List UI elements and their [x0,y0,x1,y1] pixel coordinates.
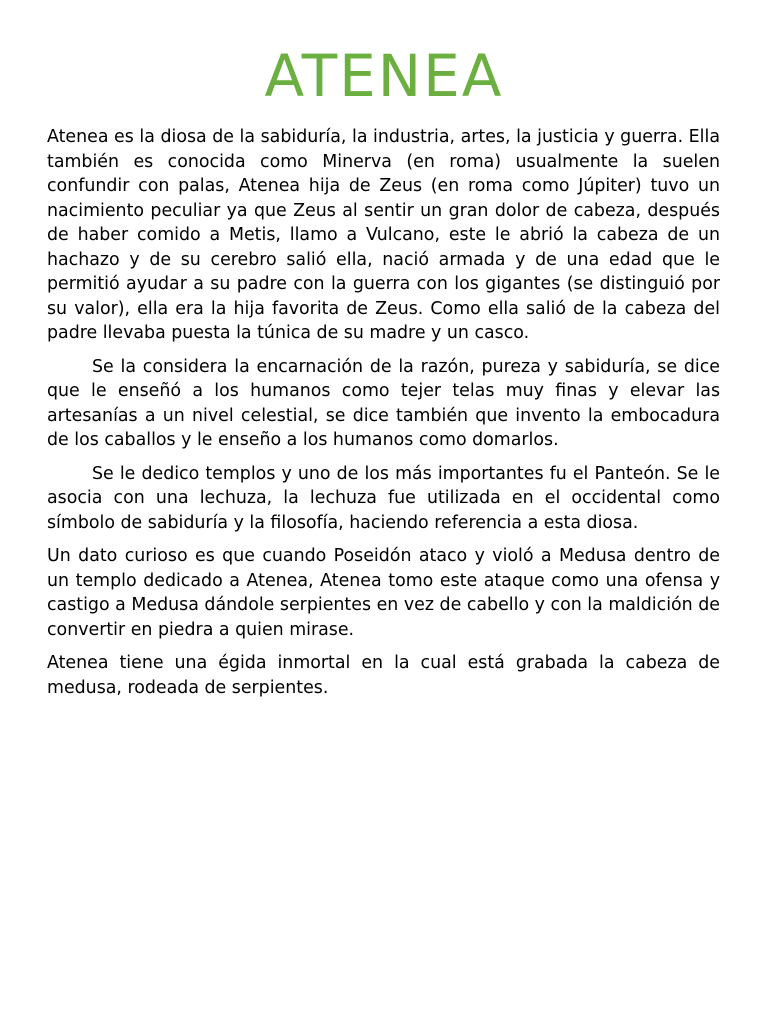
paragraph-2: Se la considera la encarnación de la razón, pureza y sabiduría, se dice que le enseñó a los humanos como tejer telas muy finas y elevar las artesanías a un nivel celestial, se dice también que invento la embocadura de los caballos y le enseño a los humanos como domarlos. [47,356,720,450]
paragraph-3: Se le dedico templos y uno de los más importantes fu el Panteón. Se le asocia con una lechuza, la lechuza fue utilizada en el occidental como símbolo de sabiduría y la filosofía, haciendo referencia a esta diosa. [47,463,720,533]
paragraph-1: Atenea es la diosa de la sabiduría, la industria, artes, la justicia y guerra. Ella también es conocida como Minerva (en roma) usualmente la suelen confundir con palas, Atenea hija de Zeus (en roma como Júpiter) tuvo un nacimiento peculiar ya que Zeus al sentir un gran dolor de cabeza, después de haber comido a Metis, llamo a Vulcano, este le abrió la cabeza de un hachazo y de su cerebro salió ella, nació armada y de una edad que le permitió ayudar a su padre con la guerra con los gigantes (se distinguió por su valor), ella era la hija favorita de Zeus. Como ella salió de la cabeza del padre llevaba puesta la túnica de su madre y un casco. [47,127,720,343]
document-title: ATENEA [264,42,504,110]
paragraph-5: Atenea tiene una égida inmortal en la cual está grabada la cabeza de medusa, rodeada de serpientes. [47,653,720,698]
document-body [47,125,720,709]
paragraph-4: Un dato curioso es que cuando Poseidón ataco y violó a Medusa dentro de un templo dedicado a Atenea, Atenea tomo este ataque como una ofensa y castigo a Medusa dándole serpientes en vez de cabello y con la maldición de convertir en piedra a quien mirase. [47,546,720,640]
